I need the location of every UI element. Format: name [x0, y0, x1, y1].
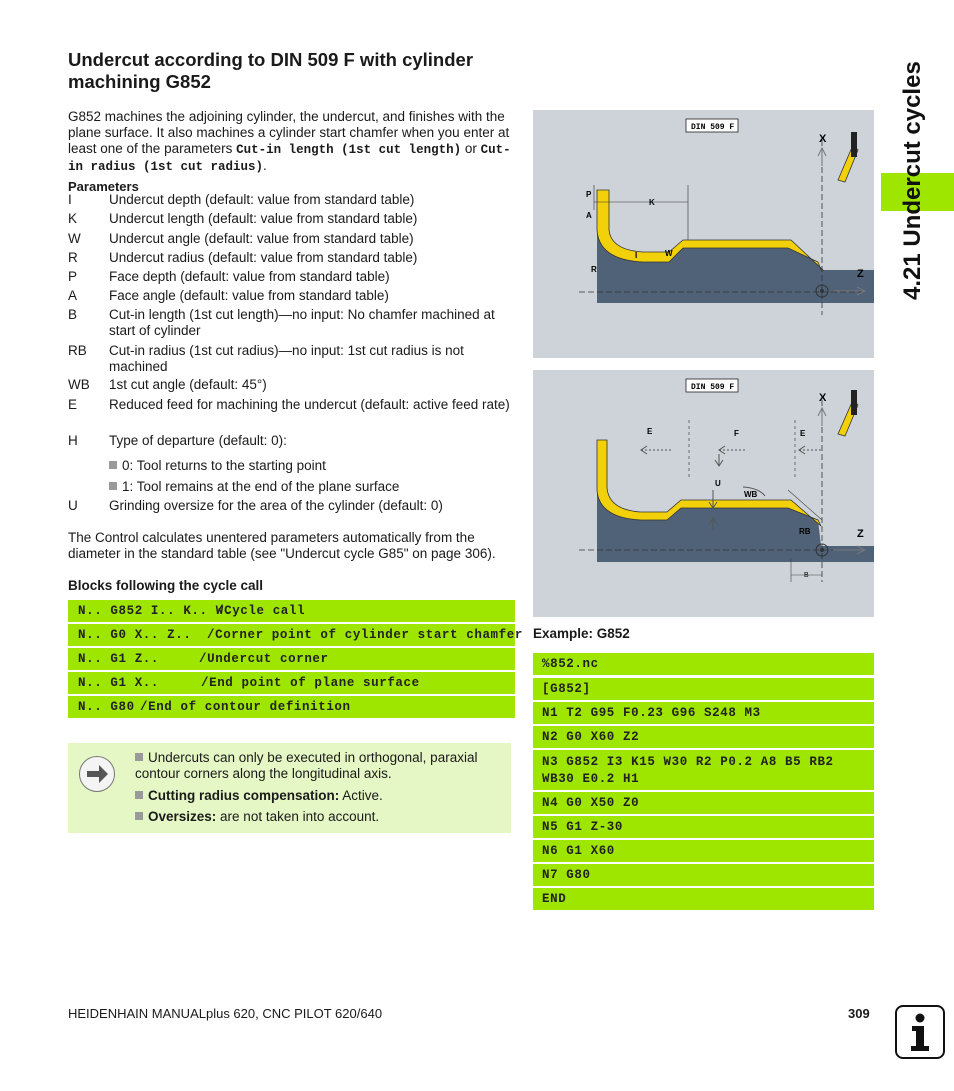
block-code: N.. G0 X.. Z..: [78, 628, 192, 642]
section-title: Undercut according to DIN 509 F with cylinder machining G852: [68, 49, 474, 92]
block-code: N.. G80: [78, 700, 135, 714]
param-desc: Undercut angle (default: value from standard table): [109, 231, 414, 246]
param-key: I: [68, 192, 72, 207]
departure-option-text: 0: Tool returns to the starting point: [122, 458, 326, 473]
square-bullet-icon: [109, 482, 117, 490]
chapter-title: 4.21 Undercut cycles: [899, 61, 926, 300]
block-row: [68, 696, 515, 718]
example-code: N3 G852 I3 K15 W30 R2 P0.2 A8 B5 RB2 WB30 E0.2 H1: [542, 755, 834, 786]
departure-option-text: 1: Tool remains at the end of the plane surface: [122, 479, 400, 494]
param-desc: Grinding oversize for the area of the cylinder (default: 0): [109, 498, 443, 513]
example-line: [533, 888, 874, 910]
example-code: [G852]: [542, 682, 591, 696]
note-box: [68, 743, 511, 833]
param-key: H: [68, 433, 78, 448]
block-row: [68, 600, 515, 622]
example-line: [533, 840, 874, 862]
example-line: [533, 864, 874, 886]
example-heading: Example: G852: [533, 626, 630, 641]
blocks-heading: Blocks following the cycle call: [68, 578, 264, 593]
param-desc: Reduced feed for machining the undercut (default: active feed rate): [109, 397, 510, 412]
din-tag: DIN 509 F: [691, 383, 735, 392]
square-bullet-icon: [109, 461, 117, 469]
label-f: F: [734, 429, 739, 438]
block-comment: /Cycle call: [216, 604, 306, 618]
example-line: [533, 750, 874, 790]
label-i: I: [635, 251, 638, 260]
param-desc: Cut-in radius (1st cut radius)—no input: 1st cut radius is not machined: [109, 343, 464, 374]
example-line: [533, 702, 874, 724]
block-comment: /End point of plane surface: [201, 676, 420, 690]
block-code: N.. G852 I.. K.. W..: [78, 604, 241, 618]
block-row: [68, 648, 515, 670]
page-number: 309: [848, 1006, 870, 1021]
example-line: [533, 792, 874, 814]
intro-end: .: [263, 158, 267, 173]
param-key: WB: [68, 377, 90, 392]
note-text: Active.: [339, 788, 383, 803]
block-comment: /End of contour definition: [140, 700, 351, 714]
param-key: A: [68, 288, 78, 303]
param-desc: Undercut length (default: value from standard table): [109, 211, 418, 226]
param-desc: Cut-in length (1st cut length)—no input: No chamfer machined at start of cylinder: [109, 307, 495, 338]
label-rb: RB: [799, 527, 811, 536]
label-a: A: [586, 211, 592, 220]
param-key: E: [68, 397, 78, 412]
din-tag: DIN 509 F: [691, 123, 735, 132]
note-item: [135, 809, 505, 825]
departure-option: [109, 479, 399, 494]
param-cut-in-radius: Cut-in radius (1st cut radius): [68, 143, 511, 174]
note-text: Undercuts can only be executed in orthogonal, paraxial contour corners along the longitudinal axis.: [135, 750, 478, 781]
label-x: X: [819, 133, 827, 145]
undercut-figure-2: [533, 370, 874, 617]
departure-option: [109, 458, 326, 473]
label-z: Z: [857, 268, 864, 280]
intro-paragraph: [68, 109, 514, 175]
calc-paragraph: The Control calculates unentered parameters automatically from the diameter in the standard table (see "Undercut cycle G85" on page 306).: [68, 530, 496, 561]
example-line: [533, 816, 874, 838]
example-line: [533, 678, 874, 700]
param-key: R: [68, 250, 78, 265]
param-key: U: [68, 498, 78, 513]
example-code: N4 G0 X50 Z0: [542, 796, 640, 810]
block-comment: /Undercut corner: [199, 652, 329, 666]
label-b: B: [804, 572, 809, 579]
block-code: N.. G1 Z..: [78, 652, 160, 666]
label-p: P: [586, 190, 592, 199]
label-e1: E: [647, 427, 653, 436]
label-u: U: [715, 479, 721, 488]
param-key: K: [68, 211, 78, 226]
example-code: N1 T2 G95 F0.23 G96 S248 M3: [542, 706, 761, 720]
square-bullet-icon: [135, 791, 143, 799]
example-code: N7 G80: [542, 868, 591, 882]
intro-text: G852 machines the adjoining cylinder, the undercut, and finishes with the plane surface. It also machines a cylinder start chamfer when you enter at least one of the parameters: [68, 109, 510, 156]
param-desc: Face angle (default: value from standard table): [109, 288, 389, 303]
example-code: %852.nc: [542, 657, 599, 671]
param-desc: Type of departure (default: 0):: [109, 433, 287, 448]
param-desc: 1st cut angle (default: 45°): [109, 377, 267, 392]
example-line: [533, 653, 874, 675]
label-x: X: [819, 392, 827, 404]
note-item: [135, 788, 505, 804]
block-row: [68, 672, 515, 694]
block-code: N.. G1 X..: [78, 676, 160, 690]
block-comment: /Corner point of cylinder start chamfer: [207, 628, 523, 642]
note-text: are not taken into account.: [216, 809, 380, 824]
param-desc: Face depth (default: value from standard table): [109, 269, 390, 284]
note-item: [135, 750, 505, 782]
param-key: B: [68, 307, 78, 322]
param-key: W: [68, 231, 81, 246]
undercut-figure-1: [533, 110, 874, 358]
example-code: N2 G0 X60 Z2: [542, 730, 640, 744]
label-w: W: [665, 249, 673, 258]
parameters-heading: Parameters: [68, 179, 139, 194]
label-e2: E: [800, 429, 806, 438]
example-code: END: [542, 892, 567, 906]
param-desc: Undercut radius (default: value from standard table): [109, 250, 418, 265]
note-term: Cutting radius compensation:: [148, 788, 340, 803]
square-bullet-icon: [135, 812, 143, 820]
param-key: RB: [68, 343, 87, 358]
param-cut-in-length: Cut-in length (1st cut length): [236, 143, 462, 157]
param-key: P: [68, 269, 78, 284]
arrow-right-icon: [79, 756, 115, 792]
block-row: [68, 624, 523, 646]
example-code: N6 G1 X60: [542, 844, 615, 858]
param-desc: Undercut depth (default: value from standard table): [109, 192, 415, 207]
label-r: R: [591, 265, 597, 274]
info-icon: [895, 1005, 945, 1059]
intro-or: or: [461, 141, 481, 156]
label-z: Z: [857, 528, 864, 540]
label-wb: WB: [744, 490, 758, 499]
example-code: N5 G1 Z-30: [542, 820, 624, 834]
example-line: [533, 726, 874, 748]
label-k: K: [649, 198, 655, 207]
square-bullet-icon: [135, 753, 143, 761]
footer-text: HEIDENHAIN MANUALplus 620, CNC PILOT 620/640: [68, 1006, 383, 1021]
note-term: Oversizes:: [148, 809, 217, 824]
